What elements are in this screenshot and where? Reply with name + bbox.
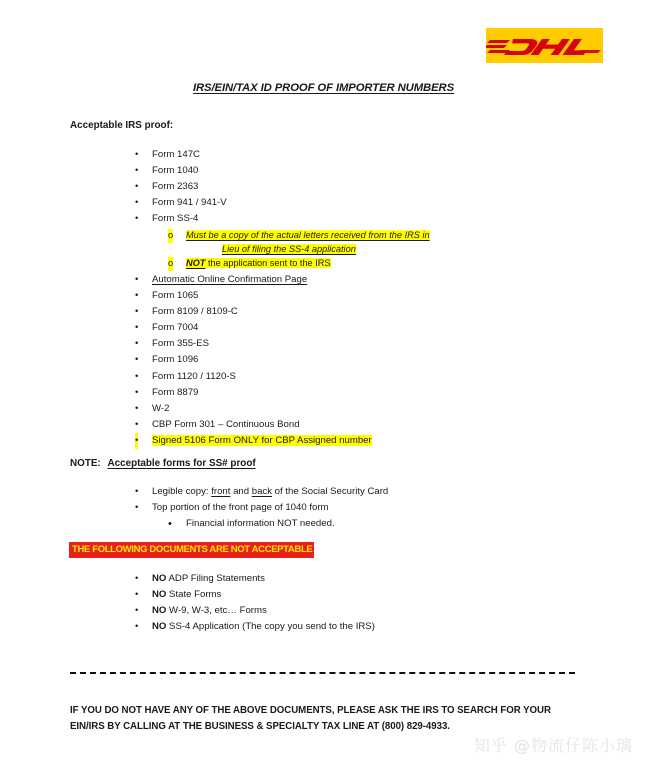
list-item-label	[152, 589, 221, 600]
ss4-subnote-line1: Must be a copy of the actual letters received from the IRS in	[186, 230, 430, 240]
ss4-subnote-not-strong: NOT	[186, 258, 206, 269]
no-rest: State Forms	[166, 589, 222, 601]
ss-front-word: front	[211, 486, 231, 497]
list-item-label: Form 7004	[152, 322, 199, 334]
list-item-label: Form 8879	[152, 386, 199, 398]
list-item	[132, 320, 562, 336]
ss4-subnote-item-1	[162, 229, 582, 243]
list-item	[132, 603, 562, 619]
watermark: 知乎 @物流仔陈小璃	[473, 736, 633, 755]
acceptable-irs-list-top	[132, 147, 562, 227]
page-title: IRS/EIN/TAX ID PROOF OF IMPORTER NUMBERS	[192, 82, 455, 94]
dhl-logo	[486, 28, 603, 63]
acceptable-irs-list-bottom	[132, 272, 562, 449]
list-item-label: Form 1120 / 1120-S	[152, 370, 236, 382]
bullet-icon: •	[135, 502, 139, 514]
ss-legible-suffix: of the Social Security Card	[272, 486, 389, 497]
list-item-label: Form 2363	[152, 181, 199, 193]
bullet-icon: •	[135, 486, 139, 497]
sub-bullet-o-icon: o	[168, 257, 173, 271]
no-rest: W-9, W-3, etc… Forms	[166, 605, 267, 617]
list-item	[164, 516, 562, 533]
bullet-icon: •	[135, 605, 139, 617]
ss-back-word: back	[251, 486, 273, 497]
dashed-separator	[70, 672, 575, 674]
list-item-label: Form 1040	[152, 165, 199, 177]
round-bullet-icon: •	[168, 517, 172, 530]
no-strong: NO	[152, 573, 167, 584]
bullet-icon: •	[135, 370, 139, 382]
ss4-subnote-item-1-cont	[162, 243, 582, 257]
no-strong: NO	[152, 605, 167, 617]
list-item	[132, 304, 562, 320]
list-item	[132, 619, 562, 635]
list-item-label	[152, 573, 265, 584]
ss-legible-prefix: Legible copy:	[152, 486, 212, 497]
list-item	[132, 417, 562, 433]
footer-note-line1: IF YOU DO NOT HAVE ANY OF THE ABOVE DOCUMENTS, PLEASE ASK THE IRS TO SEARCH FOR YOUR	[70, 705, 551, 716]
ss4-subnote-item-2	[162, 257, 582, 271]
list-item	[132, 272, 562, 288]
not-acceptable-banner: THE FOLLOWING DOCUMENTS ARE NOT ACCEPTABLE	[69, 542, 314, 558]
list-item	[132, 484, 562, 500]
bullet-icon: •	[135, 589, 139, 601]
list-item-label: Top portion of the front page of 1040 form	[152, 502, 329, 514]
acceptable-irs-heading: Acceptable IRS proof:	[70, 120, 174, 131]
list-item-label: W-2	[152, 402, 170, 414]
list-item-label: Signed 5106 Form ONLY for CBP Assigned number	[152, 434, 372, 446]
list-item-label: Automatic Online Confirmation Page	[152, 274, 308, 285]
not-acceptable-list	[132, 571, 562, 635]
list-item-label: Form 147C	[152, 149, 200, 160]
list-item	[132, 401, 562, 417]
sub-bullet-o-icon: o	[168, 229, 173, 243]
list-item-label: Form 1065	[152, 290, 199, 302]
bullet-icon: •	[135, 149, 139, 160]
list-item	[132, 587, 562, 603]
list-item-highlighted	[132, 433, 562, 449]
ss-mid-word: and	[230, 486, 252, 497]
bullet-icon: •	[135, 402, 139, 414]
list-item-label	[152, 486, 388, 497]
list-item-label: Form 941 / 941-V	[152, 197, 227, 209]
bullet-icon: •	[135, 621, 139, 633]
footer-note-line2: EIN/IRS BY CALLING AT THE BUSINESS & SPECIALTY TAX LINE AT (800) 829-4933.	[70, 721, 450, 732]
bullet-icon: •	[135, 433, 138, 449]
list-item-label	[152, 605, 267, 616]
bullet-icon: •	[135, 306, 139, 318]
note-ss-heading-text: Acceptable forms for SS# proof	[107, 458, 256, 469]
bullet-icon: •	[135, 338, 139, 350]
list-item-label: Form 355-ES	[152, 338, 210, 350]
no-strong: NO	[152, 589, 167, 601]
list-item	[132, 571, 562, 587]
no-rest: ADP Filing Statements	[166, 573, 265, 584]
list-item	[132, 369, 562, 385]
no-rest: SS-4 Application (The copy you send to the IRS)	[166, 621, 375, 633]
bullet-icon: •	[135, 197, 139, 209]
list-item-label: CBP Form 301 – Continuous Bond	[152, 418, 300, 430]
dhl-wordmark-icon	[486, 28, 603, 63]
list-item	[132, 352, 562, 368]
ss4-subnote-not-text	[186, 258, 331, 268]
list-item	[132, 385, 562, 401]
bullet-icon: •	[135, 386, 139, 398]
list-item	[132, 288, 562, 304]
list-item	[132, 211, 562, 227]
bullet-icon: •	[135, 573, 139, 584]
ss4-subnote-group	[162, 229, 582, 271]
list-item	[132, 179, 562, 195]
list-item	[132, 147, 562, 163]
list-item-label: Form 1096	[152, 354, 199, 366]
list-item-label	[152, 621, 375, 632]
list-item-label: Financial information NOT needed.	[186, 518, 335, 530]
bullet-icon: •	[135, 274, 139, 285]
no-strong: NO	[152, 621, 167, 633]
footer-note	[70, 703, 590, 735]
bullet-icon: •	[135, 322, 139, 334]
bullet-icon: •	[135, 165, 139, 177]
bullet-icon: •	[135, 418, 139, 430]
list-item-label: Form 8109 / 8109-C	[152, 306, 238, 318]
note-label: NOTE:	[70, 458, 101, 469]
bullet-icon: •	[135, 290, 139, 302]
bullet-icon: •	[135, 213, 139, 225]
list-item	[132, 195, 562, 211]
list-item	[132, 163, 562, 179]
ss4-subnote-not-rest: the application sent to the IRS	[205, 258, 331, 269]
list-item	[132, 500, 562, 516]
bullet-icon: •	[135, 181, 139, 193]
note-ss-heading	[70, 459, 256, 469]
bullet-icon: •	[135, 354, 139, 366]
list-item-label: Form SS-4	[152, 213, 199, 225]
ss4-subnote-line2: Lieu of filing the SS-4 application	[222, 243, 356, 254]
list-item	[132, 336, 562, 352]
note-ss-list	[132, 484, 562, 533]
